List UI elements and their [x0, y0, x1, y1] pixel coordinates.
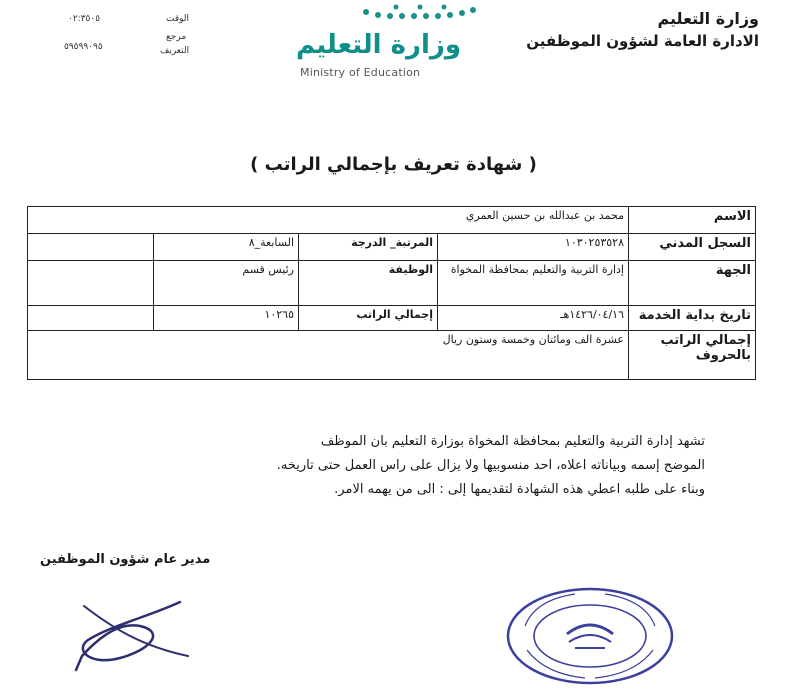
total-salary-value: ١٠٢٦٥: [154, 306, 299, 331]
salary-words-label: [629, 331, 756, 380]
logo-arabic: وزارة التعليم: [296, 30, 461, 60]
table-row: [28, 234, 756, 261]
rank-label: المرتبة_ الدرجة: [299, 234, 438, 261]
table-row: [28, 261, 756, 306]
salary-words-label-line-2: بالحروف: [695, 348, 751, 363]
empty-cell: [28, 234, 154, 261]
entity-value: إدارة التربية والتعليم بمحافظة المخواة: [438, 261, 629, 306]
table-row: [28, 331, 756, 380]
employee-info-table: [27, 206, 756, 380]
table-row: [28, 207, 756, 234]
salary-words-value: عشرة الف ومائتان وخمسة وستون ريال: [28, 331, 629, 380]
certificate-title: ( شهادة تعريف بإجمالي الراتب ): [250, 154, 537, 175]
paragraph-line-3: وبناء على طلبه اعطي هذه الشهادة لتقديمها إلى : الى من يهمه الامر.: [334, 482, 705, 497]
ref-value: ٥٩٥٩٩٠٩٥: [64, 42, 103, 52]
entity-label: الجهة: [629, 261, 756, 306]
ministry-name: وزارة التعليم: [657, 9, 759, 28]
department-name: الادارة العامة لشؤون الموظفين: [526, 32, 759, 50]
total-salary-label: إجمالي الراتب: [299, 306, 438, 331]
paragraph-line-1: تشهد إدارة التربية والتعليم بمحافظة المخواة بوزارة التعليم بان الموظف: [320, 434, 705, 449]
ministry-header: [526, 8, 759, 52]
salary-words-label-line-1: إجمالي الراتب: [660, 333, 751, 348]
start-date-value: ١٤٢٦/٠٤/١٦هـ: [438, 306, 629, 331]
logo-english: Ministry of Education: [300, 66, 421, 79]
logo-dots-icon: [360, 2, 480, 20]
time-label: الوقت: [166, 14, 190, 24]
job-label: الوظيفة: [299, 261, 438, 306]
start-date-label: تاريخ بداية الخدمة: [629, 306, 756, 331]
time-value: ٠٢:٣٥٠٥: [68, 14, 101, 24]
official-stamp-icon: [505, 586, 675, 686]
signatory-title: مدير عام شؤون الموظفين: [40, 552, 211, 567]
certification-paragraph: [145, 430, 705, 502]
empty-cell: [28, 306, 154, 331]
rank-value: السابعة_٨: [154, 234, 299, 261]
name-label: الاسم: [629, 207, 756, 234]
ref-label-2: التعريف: [160, 46, 190, 56]
empty-cell: [28, 261, 154, 306]
civil-label: السجل المدني: [629, 234, 756, 261]
signature-icon: [70, 596, 200, 676]
civil-value: ١٠٣٠٢٥٣٥٢٨: [438, 234, 629, 261]
table-row: [28, 306, 756, 331]
ref-label: مرجع: [166, 32, 187, 42]
paragraph-line-2: الموضح إسمه وبياناته اعلاه، احد منسوبيها ولا يزال على راس العمل حتى تاريخه.: [276, 458, 705, 473]
name-value: محمد بن عبدالله بن حسين العمري: [28, 207, 629, 234]
job-value: رئيس قسم: [154, 261, 299, 306]
